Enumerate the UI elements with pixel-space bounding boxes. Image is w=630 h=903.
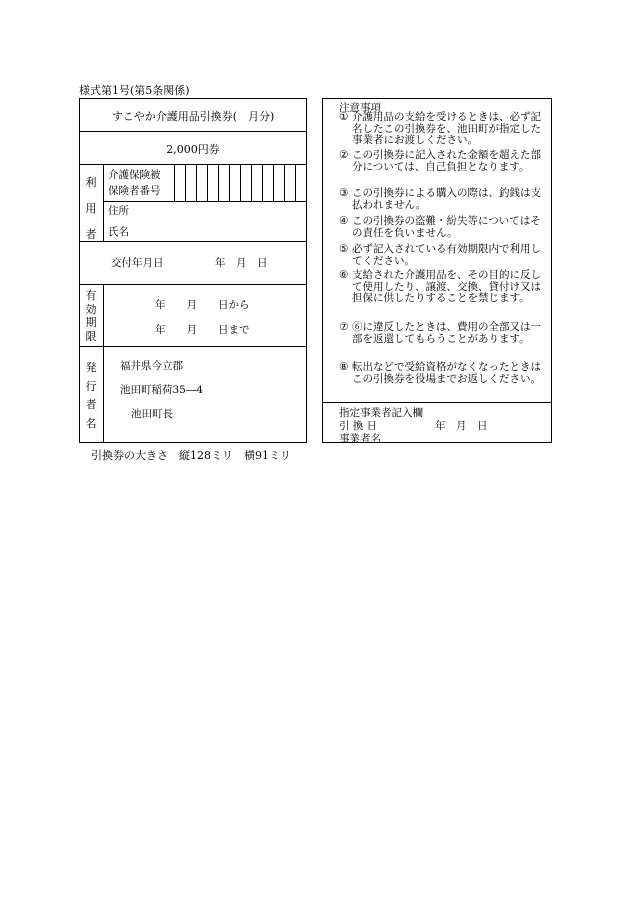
digit-cell[interactable] (207, 164, 218, 201)
digit-cell[interactable] (240, 164, 251, 201)
validity-label (84, 289, 98, 343)
note-number: ⑤ (339, 243, 349, 255)
note-text: 転出などで受給資格がなくなったときはこの引換券を役場までお返しください。 (352, 361, 541, 385)
issuer-label (84, 359, 98, 433)
note-item (339, 188, 551, 211)
note-item (339, 270, 551, 305)
digit-cell[interactable] (218, 164, 229, 201)
note-number: ⑦ (339, 321, 349, 333)
user-label-text: 利 用 者 (85, 176, 97, 241)
digit-cell[interactable] (229, 164, 240, 201)
insured-number-label-2: 保険者番号 (108, 185, 161, 197)
note-number: ⑧ (339, 361, 349, 373)
digit-cell[interactable] (284, 164, 295, 201)
issue-date-value: 年 月 日 (215, 257, 268, 269)
note-item (339, 244, 551, 267)
exchange-date-label: 引 換 日 (339, 420, 378, 432)
note-text: 介護用品の支給を受けるときは、必ず記名したこの引換券を、池田町が指定した事業者にお渡しください。 (352, 111, 541, 147)
address-label: 住所 (108, 205, 129, 217)
issuer-prefecture: 福井県今立郡 (120, 360, 183, 372)
note-item (339, 322, 551, 345)
validity-from: 年 月 日から (155, 299, 250, 311)
note-text: 支給された介護用品を、その目的に反して使用したり、譲渡、交換、貸付け又は担保に供したりすることを禁じます。 (352, 269, 541, 305)
digit-cell[interactable] (196, 164, 207, 201)
note-text: この引換券による購入の際は、釣銭は支払われません。 (352, 187, 541, 211)
validity-label-text: 有 効 期 限 (85, 289, 97, 343)
issuer-label-text: 発 行 者 名 (85, 361, 97, 430)
note-number: ② (339, 149, 349, 161)
digit-cell[interactable] (251, 164, 262, 201)
note-text: この引換券の盗難・紛失等についてはその責任を負いません。 (352, 215, 541, 239)
digit-cell[interactable] (185, 164, 196, 201)
note-item (339, 112, 551, 147)
note-item (339, 362, 551, 385)
exchange-date-value: 年 月 日 (435, 420, 488, 432)
note-text: 必ず記入されている有効期限内で利用してください。 (352, 243, 541, 267)
size-note: 引換券の大きさ 縦128ミリ 横91ミリ (91, 449, 291, 462)
note-number: ⑥ (339, 269, 349, 281)
voucher-amount: 2,000円券 (166, 143, 220, 156)
note-text: この引換券に記入された金額を超えた部分については、自己負担となります。 (352, 149, 541, 173)
digit-cell[interactable] (295, 164, 306, 201)
note-text: ⑥に違反したときは、費用の全部又は一部を返還してもらうことがあります。 (352, 321, 541, 345)
note-number: ① (339, 111, 349, 123)
insured-number-label-1: 介護保険被 (108, 169, 161, 181)
voucher-title: すこやか介護用品引換券( 月分) (111, 110, 275, 123)
issuer-name: 池田町長 (131, 408, 173, 420)
user-label (84, 170, 98, 248)
issuer-address: 池田町稲荷35―4 (120, 384, 204, 396)
note-item (339, 216, 551, 239)
digit-cell[interactable] (262, 164, 273, 201)
note-number: ④ (339, 215, 349, 227)
provider-name-label: 事業者名 (339, 433, 381, 445)
notes-heading: 注意事項 (339, 102, 381, 114)
validity-to: 年 月 日まで (155, 324, 250, 336)
digit-cell[interactable] (273, 164, 284, 201)
note-item (339, 150, 551, 173)
issue-date-label: 交付年月日 (111, 257, 164, 269)
form-number: 様式第1号(第5条関係) (79, 84, 190, 97)
note-number: ③ (339, 187, 349, 199)
name-label: 氏名 (108, 226, 129, 238)
provider-heading: 指定事業者記入欄 (339, 407, 423, 419)
